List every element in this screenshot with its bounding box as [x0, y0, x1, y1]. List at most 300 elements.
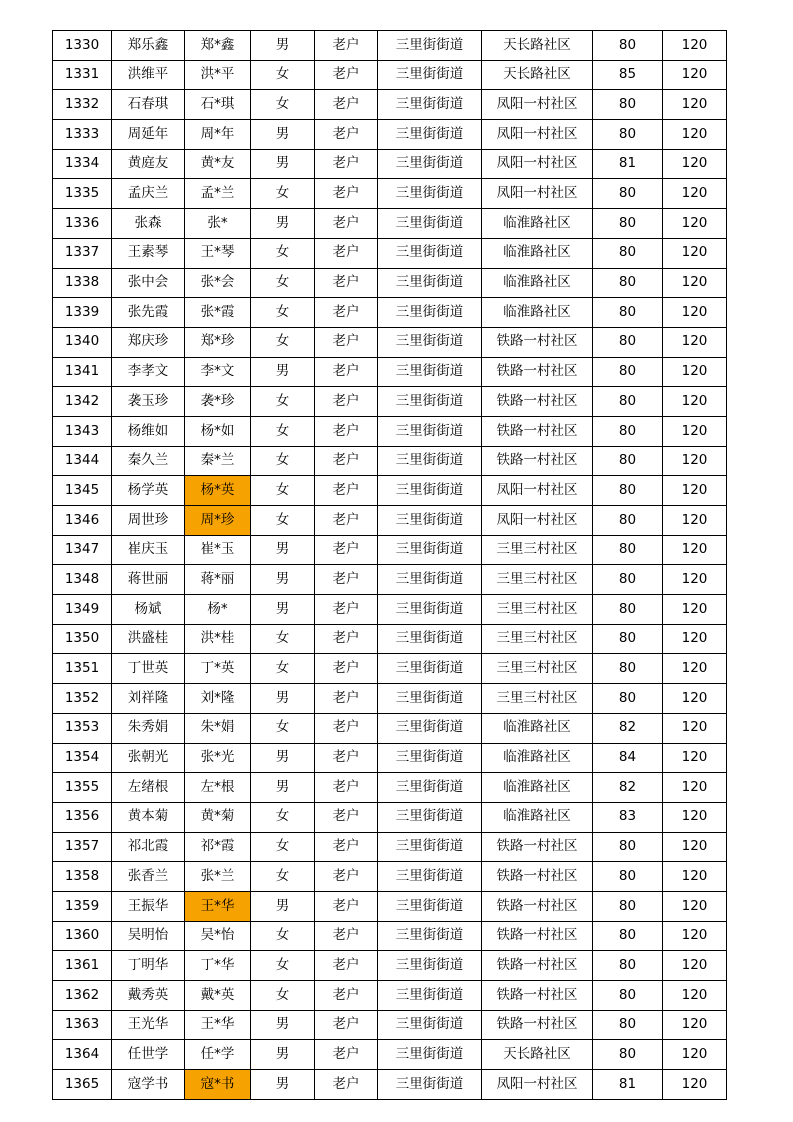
gender-cell: 男	[251, 891, 315, 921]
gender-cell: 女	[251, 654, 315, 684]
amount-cell: 120	[663, 506, 727, 536]
masked-name-cell: 李*文	[185, 357, 251, 387]
household-type-cell: 老户	[315, 90, 378, 120]
household-type-cell: 老户	[315, 120, 378, 150]
row-number-cell: 1356	[53, 802, 112, 832]
household-type-cell: 老户	[315, 238, 378, 268]
street-cell: 三里街街道	[378, 921, 482, 951]
community-cell: 凤阳一村社区	[482, 120, 593, 150]
street-cell: 三里街街道	[378, 743, 482, 773]
table-row	[53, 506, 727, 536]
gender-cell: 男	[251, 1010, 315, 1040]
street-cell: 三里街街道	[378, 298, 482, 328]
masked-name-cell: 任*学	[185, 1040, 251, 1070]
amount-cell: 120	[663, 832, 727, 862]
table-row	[53, 654, 727, 684]
gender-cell: 男	[251, 565, 315, 595]
table-row	[53, 565, 727, 595]
street-cell: 三里街街道	[378, 209, 482, 239]
masked-name-cell: 黄*友	[185, 149, 251, 179]
table-row	[53, 416, 727, 446]
table-row	[53, 981, 727, 1011]
household-type-cell: 老户	[315, 565, 378, 595]
household-type-cell: 老户	[315, 713, 378, 743]
masked-name-cell: 杨*如	[185, 416, 251, 446]
row-number-cell: 1347	[53, 535, 112, 565]
amount-cell: 120	[663, 298, 727, 328]
row-number-cell: 1345	[53, 476, 112, 506]
street-cell: 三里街街道	[378, 179, 482, 209]
age-cell: 80	[593, 1010, 663, 1040]
household-type-cell: 老户	[315, 416, 378, 446]
gender-cell: 男	[251, 535, 315, 565]
household-type-cell: 老户	[315, 506, 378, 536]
masked-name-cell: 丁*英	[185, 654, 251, 684]
name-cell: 郑乐鑫	[112, 31, 185, 61]
table-row	[53, 802, 727, 832]
row-number-cell: 1332	[53, 90, 112, 120]
gender-cell: 女	[251, 238, 315, 268]
row-number-cell: 1338	[53, 268, 112, 298]
gender-cell: 女	[251, 921, 315, 951]
street-cell: 三里街街道	[378, 416, 482, 446]
row-number-cell: 1341	[53, 357, 112, 387]
age-cell: 80	[593, 981, 663, 1011]
table-row	[53, 238, 727, 268]
household-type-cell: 老户	[315, 951, 378, 981]
amount-cell: 120	[663, 1040, 727, 1070]
amount-cell: 120	[663, 416, 727, 446]
amount-cell: 120	[663, 327, 727, 357]
street-cell: 三里街街道	[378, 654, 482, 684]
street-cell: 三里街街道	[378, 476, 482, 506]
age-cell: 80	[593, 298, 663, 328]
row-number-cell: 1357	[53, 832, 112, 862]
street-cell: 三里街街道	[378, 149, 482, 179]
community-cell: 天长路社区	[482, 60, 593, 90]
household-type-cell: 老户	[315, 862, 378, 892]
household-type-cell: 老户	[315, 654, 378, 684]
street-cell: 三里街街道	[378, 120, 482, 150]
name-cell: 黄庭友	[112, 149, 185, 179]
community-cell: 凤阳一村社区	[482, 506, 593, 536]
gender-cell: 女	[251, 951, 315, 981]
amount-cell: 120	[663, 624, 727, 654]
street-cell: 三里街街道	[378, 684, 482, 714]
community-cell: 凤阳一村社区	[482, 149, 593, 179]
age-cell: 80	[593, 31, 663, 61]
street-cell: 三里街街道	[378, 802, 482, 832]
name-cell: 王素琴	[112, 238, 185, 268]
masked-name-cell: 杨*	[185, 595, 251, 625]
household-type-cell: 老户	[315, 357, 378, 387]
row-number-cell: 1352	[53, 684, 112, 714]
gender-cell: 男	[251, 209, 315, 239]
table-row	[53, 1010, 727, 1040]
community-cell: 临淮路社区	[482, 743, 593, 773]
name-cell: 丁世英	[112, 654, 185, 684]
street-cell: 三里街街道	[378, 981, 482, 1011]
street-cell: 三里街街道	[378, 357, 482, 387]
household-type-cell: 老户	[315, 684, 378, 714]
age-cell: 80	[593, 179, 663, 209]
masked-name-cell: 张*	[185, 209, 251, 239]
amount-cell: 120	[663, 951, 727, 981]
household-type-cell: 老户	[315, 624, 378, 654]
gender-cell: 女	[251, 90, 315, 120]
gender-cell: 女	[251, 268, 315, 298]
masked-name-cell: 戴*英	[185, 981, 251, 1011]
community-cell: 临淮路社区	[482, 268, 593, 298]
amount-cell: 120	[663, 535, 727, 565]
age-cell: 82	[593, 713, 663, 743]
row-number-cell: 1359	[53, 891, 112, 921]
age-cell: 80	[593, 624, 663, 654]
masked-name-cell: 张*光	[185, 743, 251, 773]
amount-cell: 120	[663, 268, 727, 298]
masked-name-cell: 蒋*丽	[185, 565, 251, 595]
row-number-cell: 1358	[53, 862, 112, 892]
row-number-cell: 1363	[53, 1010, 112, 1040]
household-type-cell: 老户	[315, 832, 378, 862]
age-cell: 80	[593, 891, 663, 921]
amount-cell: 120	[663, 1070, 727, 1100]
street-cell: 三里街街道	[378, 506, 482, 536]
age-cell: 81	[593, 1070, 663, 1100]
amount-cell: 120	[663, 565, 727, 595]
street-cell: 三里街街道	[378, 713, 482, 743]
amount-cell: 120	[663, 357, 727, 387]
street-cell: 三里街街道	[378, 387, 482, 417]
amount-cell: 120	[663, 684, 727, 714]
table-row	[53, 1070, 727, 1100]
name-cell: 王振华	[112, 891, 185, 921]
age-cell: 80	[593, 476, 663, 506]
age-cell: 80	[593, 921, 663, 951]
community-cell: 铁路一村社区	[482, 981, 593, 1011]
street-cell: 三里街街道	[378, 535, 482, 565]
row-number-cell: 1365	[53, 1070, 112, 1100]
row-number-cell: 1351	[53, 654, 112, 684]
masked-name-cell: 洪*平	[185, 60, 251, 90]
gender-cell: 女	[251, 387, 315, 417]
masked-name-cell: 周*珍	[185, 506, 251, 536]
street-cell: 三里街街道	[378, 31, 482, 61]
masked-name-cell: 张*兰	[185, 862, 251, 892]
table-row	[53, 60, 727, 90]
gender-cell: 男	[251, 357, 315, 387]
amount-cell: 120	[663, 891, 727, 921]
age-cell: 80	[593, 1040, 663, 1070]
community-cell: 三里三村社区	[482, 624, 593, 654]
amount-cell: 120	[663, 238, 727, 268]
name-cell: 黄本菊	[112, 802, 185, 832]
name-cell: 张中会	[112, 268, 185, 298]
table-row	[53, 773, 727, 803]
row-number-cell: 1348	[53, 565, 112, 595]
street-cell: 三里街街道	[378, 595, 482, 625]
masked-name-cell: 王*华	[185, 891, 251, 921]
table-row	[53, 713, 727, 743]
table-row	[53, 357, 727, 387]
household-type-cell: 老户	[315, 149, 378, 179]
age-cell: 80	[593, 387, 663, 417]
gender-cell: 男	[251, 773, 315, 803]
masked-name-cell: 朱*娟	[185, 713, 251, 743]
gender-cell: 女	[251, 476, 315, 506]
masked-name-cell: 寇*书	[185, 1070, 251, 1100]
name-cell: 周世珍	[112, 506, 185, 536]
gender-cell: 男	[251, 120, 315, 150]
name-cell: 孟庆兰	[112, 179, 185, 209]
community-cell: 三里三村社区	[482, 654, 593, 684]
table-row	[53, 832, 727, 862]
street-cell: 三里街街道	[378, 891, 482, 921]
name-cell: 张先霞	[112, 298, 185, 328]
name-cell: 任世学	[112, 1040, 185, 1070]
amount-cell: 120	[663, 713, 727, 743]
row-number-cell: 1333	[53, 120, 112, 150]
row-number-cell: 1360	[53, 921, 112, 951]
table-row	[53, 446, 727, 476]
age-cell: 84	[593, 743, 663, 773]
gender-cell: 女	[251, 446, 315, 476]
masked-name-cell: 石*琪	[185, 90, 251, 120]
gender-cell: 女	[251, 802, 315, 832]
community-cell: 三里三村社区	[482, 565, 593, 595]
age-cell: 85	[593, 60, 663, 90]
masked-name-cell: 祁*霞	[185, 832, 251, 862]
amount-cell: 120	[663, 981, 727, 1011]
row-number-cell: 1355	[53, 773, 112, 803]
household-type-cell: 老户	[315, 595, 378, 625]
row-number-cell: 1336	[53, 209, 112, 239]
masked-name-cell: 洪*桂	[185, 624, 251, 654]
row-number-cell: 1346	[53, 506, 112, 536]
community-cell: 凤阳一村社区	[482, 90, 593, 120]
age-cell: 80	[593, 357, 663, 387]
community-cell: 铁路一村社区	[482, 1010, 593, 1040]
table-row	[53, 179, 727, 209]
household-type-cell: 老户	[315, 1070, 378, 1100]
street-cell: 三里街街道	[378, 60, 482, 90]
name-cell: 张朝光	[112, 743, 185, 773]
community-cell: 铁路一村社区	[482, 327, 593, 357]
masked-name-cell: 孟*兰	[185, 179, 251, 209]
community-cell: 临淮路社区	[482, 802, 593, 832]
masked-name-cell: 张*霞	[185, 298, 251, 328]
household-type-cell: 老户	[315, 476, 378, 506]
gender-cell: 女	[251, 981, 315, 1011]
gender-cell: 男	[251, 31, 315, 61]
name-cell: 丁明华	[112, 951, 185, 981]
table-row	[53, 595, 727, 625]
roster-body	[53, 31, 727, 1100]
age-cell: 80	[593, 268, 663, 298]
table-row	[53, 535, 727, 565]
street-cell: 三里街街道	[378, 446, 482, 476]
masked-name-cell: 周*年	[185, 120, 251, 150]
age-cell: 81	[593, 149, 663, 179]
age-cell: 80	[593, 416, 663, 446]
community-cell: 铁路一村社区	[482, 862, 593, 892]
household-type-cell: 老户	[315, 387, 378, 417]
roster-table	[52, 30, 727, 1100]
household-type-cell: 老户	[315, 802, 378, 832]
community-cell: 天长路社区	[482, 1040, 593, 1070]
row-number-cell: 1362	[53, 981, 112, 1011]
row-number-cell: 1361	[53, 951, 112, 981]
household-type-cell: 老户	[315, 921, 378, 951]
name-cell: 刘祥隆	[112, 684, 185, 714]
table-row	[53, 921, 727, 951]
gender-cell: 女	[251, 60, 315, 90]
table-row	[53, 743, 727, 773]
row-number-cell: 1340	[53, 327, 112, 357]
gender-cell: 女	[251, 327, 315, 357]
age-cell: 80	[593, 595, 663, 625]
amount-cell: 120	[663, 654, 727, 684]
amount-cell: 120	[663, 387, 727, 417]
age-cell: 80	[593, 862, 663, 892]
table-row	[53, 951, 727, 981]
community-cell: 三里三村社区	[482, 595, 593, 625]
community-cell: 临淮路社区	[482, 773, 593, 803]
community-cell: 凤阳一村社区	[482, 1070, 593, 1100]
household-type-cell: 老户	[315, 327, 378, 357]
masked-name-cell: 郑*鑫	[185, 31, 251, 61]
name-cell: 洪盛桂	[112, 624, 185, 654]
street-cell: 三里街街道	[378, 327, 482, 357]
amount-cell: 120	[663, 60, 727, 90]
row-number-cell: 1330	[53, 31, 112, 61]
name-cell: 王光华	[112, 1010, 185, 1040]
table-row	[53, 298, 727, 328]
table-row	[53, 862, 727, 892]
table-row	[53, 90, 727, 120]
table-row	[53, 684, 727, 714]
age-cell: 80	[593, 327, 663, 357]
amount-cell: 120	[663, 149, 727, 179]
street-cell: 三里街街道	[378, 832, 482, 862]
street-cell: 三里街街道	[378, 1040, 482, 1070]
gender-cell: 女	[251, 298, 315, 328]
street-cell: 三里街街道	[378, 565, 482, 595]
name-cell: 崔庆玉	[112, 535, 185, 565]
gender-cell: 男	[251, 684, 315, 714]
amount-cell: 120	[663, 179, 727, 209]
table-row	[53, 624, 727, 654]
community-cell: 天长路社区	[482, 31, 593, 61]
gender-cell: 女	[251, 624, 315, 654]
name-cell: 周延年	[112, 120, 185, 150]
community-cell: 凤阳一村社区	[482, 179, 593, 209]
masked-name-cell: 左*根	[185, 773, 251, 803]
name-cell: 左绪根	[112, 773, 185, 803]
table-row	[53, 476, 727, 506]
street-cell: 三里街街道	[378, 1070, 482, 1100]
age-cell: 80	[593, 90, 663, 120]
household-type-cell: 老户	[315, 891, 378, 921]
age-cell: 83	[593, 802, 663, 832]
masked-name-cell: 丁*华	[185, 951, 251, 981]
household-type-cell: 老户	[315, 535, 378, 565]
community-cell: 临淮路社区	[482, 713, 593, 743]
name-cell: 洪维平	[112, 60, 185, 90]
household-type-cell: 老户	[315, 298, 378, 328]
gender-cell: 男	[251, 1070, 315, 1100]
masked-name-cell: 崔*玉	[185, 535, 251, 565]
amount-cell: 120	[663, 90, 727, 120]
gender-cell: 女	[251, 179, 315, 209]
amount-cell: 120	[663, 446, 727, 476]
row-number-cell: 1353	[53, 713, 112, 743]
amount-cell: 120	[663, 862, 727, 892]
age-cell: 80	[593, 120, 663, 150]
age-cell: 80	[593, 535, 663, 565]
household-type-cell: 老户	[315, 209, 378, 239]
row-number-cell: 1339	[53, 298, 112, 328]
street-cell: 三里街街道	[378, 624, 482, 654]
masked-name-cell: 张*会	[185, 268, 251, 298]
gender-cell: 男	[251, 595, 315, 625]
household-type-cell: 老户	[315, 446, 378, 476]
amount-cell: 120	[663, 773, 727, 803]
name-cell: 秦久兰	[112, 446, 185, 476]
gender-cell: 女	[251, 713, 315, 743]
masked-name-cell: 王*琴	[185, 238, 251, 268]
street-cell: 三里街街道	[378, 1010, 482, 1040]
amount-cell: 120	[663, 209, 727, 239]
row-number-cell: 1335	[53, 179, 112, 209]
gender-cell: 男	[251, 1040, 315, 1070]
community-cell: 铁路一村社区	[482, 446, 593, 476]
amount-cell: 120	[663, 31, 727, 61]
community-cell: 铁路一村社区	[482, 891, 593, 921]
household-type-cell: 老户	[315, 743, 378, 773]
household-type-cell: 老户	[315, 268, 378, 298]
name-cell: 袭玉珍	[112, 387, 185, 417]
name-cell: 吴明怡	[112, 921, 185, 951]
community-cell: 凤阳一村社区	[482, 476, 593, 506]
community-cell: 三里三村社区	[482, 684, 593, 714]
name-cell: 李孝文	[112, 357, 185, 387]
community-cell: 铁路一村社区	[482, 832, 593, 862]
gender-cell: 女	[251, 862, 315, 892]
community-cell: 铁路一村社区	[482, 951, 593, 981]
amount-cell: 120	[663, 743, 727, 773]
age-cell: 80	[593, 506, 663, 536]
table-row	[53, 1040, 727, 1070]
age-cell: 80	[593, 565, 663, 595]
household-type-cell: 老户	[315, 773, 378, 803]
street-cell: 三里街街道	[378, 90, 482, 120]
household-type-cell: 老户	[315, 60, 378, 90]
age-cell: 80	[593, 951, 663, 981]
age-cell: 80	[593, 446, 663, 476]
street-cell: 三里街街道	[378, 951, 482, 981]
row-number-cell: 1331	[53, 60, 112, 90]
name-cell: 寇学书	[112, 1070, 185, 1100]
name-cell: 戴秀英	[112, 981, 185, 1011]
community-cell: 临淮路社区	[482, 238, 593, 268]
masked-name-cell: 王*华	[185, 1010, 251, 1040]
row-number-cell: 1350	[53, 624, 112, 654]
age-cell: 80	[593, 209, 663, 239]
name-cell: 张香兰	[112, 862, 185, 892]
gender-cell: 女	[251, 832, 315, 862]
row-number-cell: 1337	[53, 238, 112, 268]
